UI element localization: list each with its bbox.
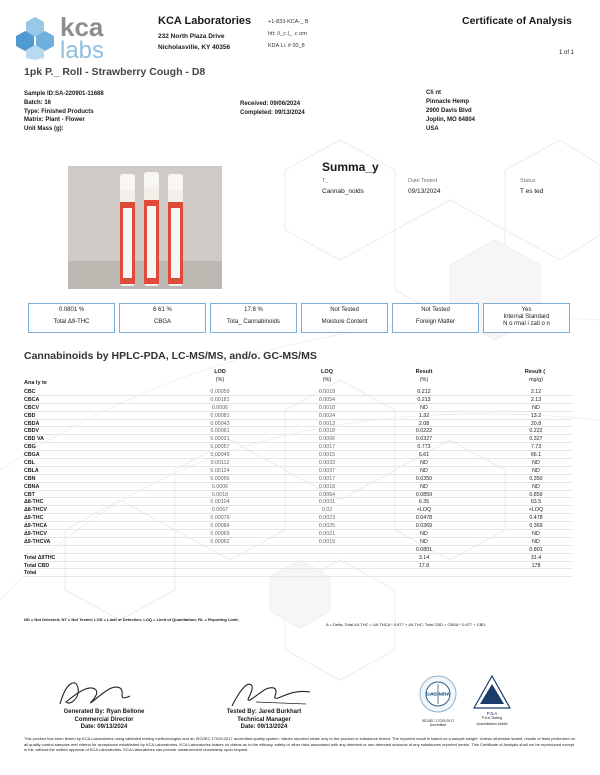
svg-text:labs: labs bbox=[60, 37, 105, 60]
tile-value: Not Tested bbox=[421, 307, 450, 313]
analyte-name: CBDA bbox=[24, 420, 40, 427]
sample-meta bbox=[24, 90, 104, 134]
loq-value: 0.0019 bbox=[318, 538, 336, 545]
svg-text:PJLA: PJLA bbox=[486, 711, 498, 716]
result-percent: 0.213 bbox=[417, 396, 431, 403]
result-mg: 66.1 bbox=[530, 452, 542, 459]
result-percent: 0.0369 bbox=[415, 523, 433, 530]
client-street: 2900 Davis Blvd bbox=[426, 108, 472, 114]
table-row bbox=[24, 569, 572, 577]
lod-value: 0.00049 bbox=[210, 452, 230, 459]
result-mg: 0.801 bbox=[529, 546, 543, 553]
tile-internal-standard bbox=[483, 303, 570, 333]
page-number: 1 of 1 bbox=[559, 50, 575, 56]
col-loq: LOQ bbox=[321, 369, 333, 375]
dates-meta bbox=[240, 100, 305, 118]
result-percent: ND bbox=[420, 467, 428, 474]
result-percent: 0.212 bbox=[417, 389, 431, 395]
table-row bbox=[24, 538, 572, 546]
tile-label: CBGA bbox=[153, 319, 171, 325]
result-percent: 2.08 bbox=[418, 420, 430, 427]
tile-total-d9-thc bbox=[28, 303, 115, 333]
table-row bbox=[24, 475, 572, 483]
kca-labs-logo bbox=[14, 12, 149, 60]
analyte-name: Total bbox=[24, 570, 37, 577]
signature-left-text bbox=[34, 709, 174, 732]
badge-accreditation-number: Accreditation ##### bbox=[476, 722, 508, 726]
summary-date: 09/13/2024 bbox=[408, 188, 441, 195]
loq-value: 0.0018 bbox=[318, 428, 336, 435]
lod-value: 0.00059 bbox=[210, 389, 230, 395]
header bbox=[0, 0, 600, 62]
result-percent: 0.0350 bbox=[415, 475, 433, 482]
col-loq-unit: (%) bbox=[322, 377, 332, 383]
analyte-name: Δ9-THC bbox=[24, 515, 44, 522]
summary-status: T es ted bbox=[520, 188, 544, 195]
result-mg: 0.859 bbox=[529, 491, 543, 498]
batch: Batch: 16 bbox=[24, 99, 52, 106]
tile-value: 0.0801 % bbox=[58, 307, 85, 313]
loq-value: 0.0031 bbox=[318, 499, 336, 506]
tile-label: Foreign Matter bbox=[415, 319, 455, 325]
summary-head-status: Status bbox=[520, 178, 536, 184]
result-percent: 6.61 bbox=[418, 452, 430, 459]
tile-label: Internal Standard bbox=[503, 314, 550, 320]
loq-value: 0.0018 bbox=[318, 483, 336, 490]
analyte-name: Δ9-THCA bbox=[24, 523, 48, 530]
result-percent: ND bbox=[420, 531, 428, 538]
result-percent: 0.0859 bbox=[415, 491, 433, 498]
lod-value: 0.00062 bbox=[210, 538, 230, 545]
result-mg: ND bbox=[532, 404, 540, 411]
lod-value: 0.0067 bbox=[211, 507, 229, 514]
tile-label: Tota_ Cannabinoids bbox=[226, 319, 281, 325]
loq-value: 0.02 bbox=[321, 507, 333, 514]
loq-value: 0.0054 bbox=[318, 491, 336, 498]
result-mg: 0.350 bbox=[529, 475, 543, 482]
loq-value: 0.0024 bbox=[318, 412, 336, 419]
analyte-name: CBN bbox=[24, 475, 36, 482]
loq-value: 0.0018 bbox=[318, 389, 336, 395]
table-row bbox=[24, 427, 572, 435]
analyte-name: CBC bbox=[24, 389, 36, 395]
loq-value: 0.0018 bbox=[318, 404, 336, 411]
tile-total-cannabinoids bbox=[210, 303, 297, 333]
lab-name: KCA Laboratories bbox=[158, 15, 252, 27]
completed-date: Completed: 09/13/2024 bbox=[240, 110, 305, 116]
result-percent: ND bbox=[420, 460, 428, 467]
tile-label: Moisture Content bbox=[321, 319, 368, 325]
table-row bbox=[24, 554, 572, 562]
analyte-name: CBDV bbox=[24, 428, 40, 435]
loq-value: 0.0037 bbox=[318, 467, 336, 474]
loq-value: 0.0021 bbox=[318, 531, 336, 538]
loq-value: 0.0054 bbox=[318, 396, 336, 403]
table-row bbox=[24, 506, 572, 514]
client-block bbox=[426, 89, 475, 134]
result-percent: ND bbox=[420, 538, 428, 545]
result-mg: ND bbox=[532, 538, 540, 545]
result-percent: 0.773 bbox=[417, 444, 431, 451]
table-row bbox=[24, 459, 572, 467]
lod-value: 0.00181 bbox=[210, 396, 230, 403]
col-result: Result bbox=[415, 369, 433, 375]
client-city: Joplin, MO 64804 bbox=[426, 117, 476, 123]
table-row bbox=[24, 388, 572, 396]
result-mg: 178 bbox=[531, 562, 541, 569]
analyte-name: Δ9-THCVA bbox=[24, 538, 51, 545]
result-mg: 7.73 bbox=[530, 444, 542, 451]
analyte-name: CBNA bbox=[24, 483, 40, 490]
col-lod-unit: (%) bbox=[215, 377, 225, 383]
loq-value: 0.0013 bbox=[318, 420, 336, 427]
loq-value: 0.0017 bbox=[318, 444, 336, 451]
col-mg: Result ( bbox=[524, 369, 546, 375]
analyte-name: Δ9-THCV bbox=[24, 531, 47, 538]
lod-value: 0.00057 bbox=[210, 444, 230, 451]
analyte-name: Total Δ9THC bbox=[24, 554, 56, 561]
table-row bbox=[24, 443, 572, 451]
result-percent: 0.0478 bbox=[415, 515, 433, 522]
result-mg: 20.8 bbox=[530, 420, 542, 427]
lab-license: KDA Li. # 00_8 bbox=[268, 43, 305, 49]
lod-value: 0.00104 bbox=[210, 499, 230, 506]
lab-address-line2: Nicholasville, KY 40356 bbox=[158, 44, 231, 51]
result-mg: 2.12 bbox=[530, 389, 542, 395]
analyte-name: Total CBD bbox=[24, 562, 50, 569]
result-percent: <LOQ bbox=[416, 507, 432, 514]
formula-note: Δ = Delta; Total Δ9-THC = Δ9-THCA * 0.877 + Δ9-THC; Total CBD = CBDA * 0.877 + CBD; bbox=[326, 622, 487, 627]
result-mg: ND bbox=[532, 531, 540, 538]
summary-title: Summa_y bbox=[322, 160, 379, 174]
svg-text:ILAC-MRA: ILAC-MRA bbox=[426, 692, 450, 698]
tile-value: 6 61 % bbox=[153, 307, 172, 313]
lod-value: 0.00084 bbox=[210, 523, 230, 530]
cannabinoids-title: Cannabinoids by HPLC-PDA, LC-MS/MS, and/o. GC-MS/MS bbox=[24, 350, 317, 362]
analyte-name: CBGA bbox=[24, 452, 40, 459]
result-percent: ND bbox=[420, 404, 428, 411]
table-row bbox=[24, 412, 572, 420]
lod-value: 0.00056 bbox=[210, 475, 230, 482]
result-mg: ND bbox=[532, 483, 540, 490]
lod-value: 0.00081 bbox=[210, 412, 230, 419]
result-mg: 31.4 bbox=[530, 554, 542, 561]
result-percent: 0.0222 bbox=[415, 428, 433, 435]
tested-date: Date: 09/13/2024 bbox=[240, 724, 288, 731]
col-result-unit: (%) bbox=[419, 377, 429, 383]
table-row bbox=[24, 491, 572, 499]
certificate-title: Certificate of Analysis bbox=[462, 15, 572, 27]
result-mg: 0.327 bbox=[529, 436, 543, 443]
tile-value: Not Tested bbox=[330, 307, 359, 313]
table-row bbox=[24, 530, 572, 538]
table-row bbox=[24, 483, 572, 491]
tile-cbga bbox=[119, 303, 206, 333]
lod-value: 0.00021 bbox=[210, 436, 230, 443]
analyte-name: CBG bbox=[24, 444, 36, 451]
lod-value: 0.00124 bbox=[210, 467, 230, 474]
table-row bbox=[24, 562, 572, 570]
tile-value: 17.8 % bbox=[244, 307, 263, 313]
loq-value: 0.0015 bbox=[318, 452, 336, 459]
generated-role: Commercial Director bbox=[74, 716, 134, 723]
signature-right bbox=[226, 672, 316, 712]
summary-test: Cannab_nolds bbox=[322, 188, 364, 195]
sample-matrix: Matrix: Plant - Flower bbox=[24, 117, 85, 124]
tile-value: Yes bbox=[521, 307, 532, 313]
table-row bbox=[24, 396, 572, 404]
loq-value: 0.0006 bbox=[318, 436, 336, 443]
col-mg-unit: mg/g) bbox=[528, 377, 544, 383]
lab-address-line1: 232 North Plaza Drive bbox=[158, 33, 225, 40]
summary-tiles bbox=[28, 303, 570, 333]
loq-value: 0.0017 bbox=[318, 475, 336, 482]
tested-by: Tested By: Jared Burkhart bbox=[226, 709, 302, 715]
sample-type: Type: Finished Products bbox=[24, 108, 94, 115]
result-percent: 17.8 bbox=[418, 562, 430, 569]
table-row bbox=[24, 498, 572, 506]
lod-value: 0.0018 bbox=[211, 491, 229, 498]
lod-value: 0.00112 bbox=[210, 460, 230, 467]
analyte-name: Δ8-THC bbox=[24, 499, 44, 506]
analyte-name: CBD bbox=[24, 412, 36, 419]
tile-label-2: N o rmal i zati o n bbox=[503, 321, 550, 327]
result-mg: ND bbox=[532, 467, 540, 474]
signature-right-text bbox=[194, 709, 334, 732]
lab-phone: +1-833-KCA-_ B bbox=[268, 19, 309, 25]
disclaimer: This product has been tested by KCA Laboratories using validated testing methodologies and an ISO/IEC 17025:2017 accredited quality system. Values reported relate only to the product or substance tested. The reported result is based on a sample weight. Unless otherwise stated, results of tests performed on all quality control samples met criteria for acceptance established by KCA Laboratories. KCA Laboratories makes no claims as to the efficacy, safety or other risks associated with any detected or non-detected amounts of any substances reported herein. This Certificate of Analysis shall not be reproduced except in full, without the written approval of KCA Laboratories. KCA Laboratories can provide measurement uncertainty upon request. bbox=[24, 736, 576, 753]
tile-moisture-content bbox=[301, 303, 388, 333]
badge-iso-text: ISO/IEC 17025:2017 Accredited bbox=[421, 719, 455, 727]
loq-value: 0.0033 bbox=[318, 460, 336, 467]
col-analyte: Ana ly te bbox=[24, 380, 47, 386]
badge-pjla-text: PJLA Testing bbox=[481, 716, 503, 720]
tested-role: Technical Manager bbox=[237, 716, 291, 723]
table-row bbox=[24, 546, 572, 554]
result-mg: 0.369 bbox=[529, 523, 543, 530]
result-percent: 0.0327 bbox=[415, 436, 433, 443]
result-mg: 0.222 bbox=[529, 428, 543, 435]
result-mg: 13.2 bbox=[530, 412, 542, 419]
summary-head-date: Date Tested bbox=[408, 178, 438, 184]
table-row bbox=[24, 435, 572, 443]
result-percent: 0.0801 bbox=[415, 546, 433, 553]
tile-foreign-matter bbox=[392, 303, 479, 333]
table-row bbox=[24, 522, 572, 530]
loq-value: 0.0025 bbox=[318, 523, 336, 530]
received-date: Received: 09/06/2024 bbox=[240, 101, 301, 107]
analyte-name: CBCA bbox=[24, 396, 40, 403]
analyte-name: CBL bbox=[24, 460, 35, 467]
unit-mass: Unit Mass (g): bbox=[24, 126, 64, 133]
table-row bbox=[24, 467, 572, 475]
lab-website[interactable]: htt: //_c l_ .c om bbox=[268, 31, 307, 37]
result-mg: ND bbox=[532, 460, 540, 467]
analyte-name: CBCV bbox=[24, 404, 40, 411]
result-percent: ND bbox=[420, 483, 428, 490]
analyte-name: CBT bbox=[24, 491, 35, 498]
lod-value: 0.0006 bbox=[211, 404, 229, 411]
result-mg: 0.478 bbox=[529, 515, 543, 522]
product-photo bbox=[68, 166, 222, 289]
loq-value: 0.0023 bbox=[318, 515, 336, 522]
lod-value: 0.0006 bbox=[211, 483, 229, 490]
table-row bbox=[24, 514, 572, 522]
analyte-name: CBD VA bbox=[24, 436, 44, 443]
generated-date: Date: 09/13/2024 bbox=[80, 724, 128, 731]
abbreviations-note: ND = Not Detected; NT = Not Tested; LOD = Limit of Detection; LOQ = Limit of Quantitation; RL = Reporting Limit; bbox=[24, 617, 239, 622]
summary-head-test: T_ bbox=[322, 178, 329, 184]
sample-id: Sample ID:SA-220901-11688 bbox=[24, 91, 104, 97]
result-percent: 6.35 bbox=[418, 499, 430, 506]
result-mg: 63.5 bbox=[530, 499, 542, 506]
signature-left bbox=[56, 672, 136, 712]
cannabinoid-table bbox=[24, 388, 572, 577]
table-row bbox=[24, 420, 572, 428]
product-title: 1pk P._ Roll - Strawberry Cough - D8 bbox=[24, 66, 206, 78]
col-lod: LOD bbox=[214, 369, 226, 375]
client-country: USA bbox=[426, 126, 439, 132]
table-row bbox=[24, 451, 572, 459]
tile-label: Total Δ9-THC bbox=[53, 319, 90, 325]
result-mg: 2.13 bbox=[530, 396, 542, 403]
generated-by: Generated By: Ryan Bellone bbox=[63, 709, 145, 715]
analyte-name: CBLA bbox=[24, 467, 39, 474]
result-mg: <LOQ bbox=[528, 507, 544, 514]
client-label: Cli nt bbox=[426, 90, 441, 96]
result-percent: 3.14 bbox=[418, 554, 430, 561]
lod-value: 0.00061 bbox=[210, 428, 230, 435]
table-row bbox=[24, 404, 572, 412]
client-name: Pinnacle Hemp bbox=[426, 99, 470, 105]
analyte-name: Δ8-THCV bbox=[24, 507, 47, 514]
result-percent: 1.32 bbox=[418, 412, 430, 419]
lod-value: 0.00043 bbox=[210, 420, 230, 427]
lod-value: 0.00069 bbox=[210, 531, 230, 538]
lod-value: 0.00076 bbox=[210, 515, 230, 522]
svg-text:kca: kca bbox=[60, 12, 104, 42]
